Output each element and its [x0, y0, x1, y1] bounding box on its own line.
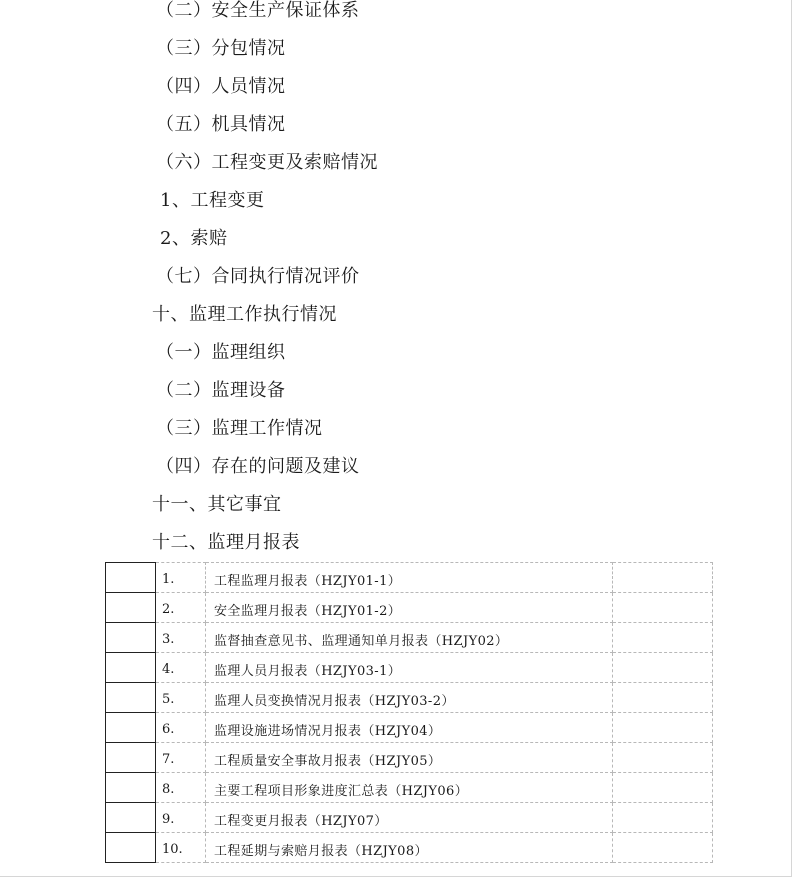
report-name: 安全监理月报表（HZJY01-2）: [206, 593, 613, 623]
outline-item: 2、索赔: [160, 228, 228, 249]
checkbox-cell[interactable]: [106, 833, 156, 863]
report-name: 监理设施进场情况月报表（HZJY04）: [206, 713, 613, 743]
report-table: [105, 562, 713, 863]
report-name: 工程监理月报表（HZJY01-1）: [206, 563, 613, 593]
table-row: [106, 623, 713, 653]
checkbox-cell[interactable]: [106, 743, 156, 773]
checkbox-cell[interactable]: [106, 653, 156, 683]
outline-item: （二）安全生产保证体系: [156, 0, 360, 21]
table-row: [106, 743, 713, 773]
checkbox-cell[interactable]: [106, 623, 156, 653]
outline-item: （六）工程变更及索赔情况: [156, 152, 378, 173]
checkbox-cell[interactable]: [106, 563, 156, 593]
remark-cell: [613, 593, 713, 623]
outline-item: （五）机具情况: [156, 114, 286, 135]
remark-cell: [613, 833, 713, 863]
remark-cell: [613, 683, 713, 713]
table-row: [106, 653, 713, 683]
row-number: 8.: [156, 773, 206, 803]
table-row: [106, 713, 713, 743]
outline-item: 十一、其它事宜: [152, 494, 282, 515]
table-row: [106, 563, 713, 593]
report-name: 监理人员月报表（HZJY03-1）: [206, 653, 613, 683]
row-number: 9.: [156, 803, 206, 833]
outline-item: （二）监理设备: [156, 380, 286, 401]
row-number: 3.: [156, 623, 206, 653]
report-name: 监理人员变换情况月报表（HZJY03-2）: [206, 683, 613, 713]
checkbox-cell[interactable]: [106, 683, 156, 713]
row-number: 2.: [156, 593, 206, 623]
checkbox-cell[interactable]: [106, 803, 156, 833]
row-number: 10.: [156, 833, 206, 863]
report-table-body: [106, 563, 713, 863]
outline-item: （三）监理工作情况: [156, 418, 323, 439]
row-number: 5.: [156, 683, 206, 713]
checkbox-cell[interactable]: [106, 593, 156, 623]
remark-cell: [613, 803, 713, 833]
table-row: [106, 593, 713, 623]
outline-item: （一）监理组织: [156, 342, 286, 363]
checkbox-cell[interactable]: [106, 713, 156, 743]
table-row: [106, 803, 713, 833]
row-number: 4.: [156, 653, 206, 683]
row-number: 1.: [156, 563, 206, 593]
row-number: 7.: [156, 743, 206, 773]
report-name: 监督抽查意见书、监理通知单月报表（HZJY02）: [206, 623, 613, 653]
remark-cell: [613, 713, 713, 743]
outline-item: （三）分包情况: [156, 38, 286, 59]
remark-cell: [613, 653, 713, 683]
checkbox-cell[interactable]: [106, 773, 156, 803]
outline-item: （四）人员情况: [156, 76, 286, 97]
row-number: 6.: [156, 713, 206, 743]
report-name: 工程变更月报表（HZJY07）: [206, 803, 613, 833]
report-name: 工程质量安全事故月报表（HZJY05）: [206, 743, 613, 773]
table-row: [106, 833, 713, 863]
outline-item: （七）合同执行情况评价: [156, 266, 360, 287]
table-row: [106, 773, 713, 803]
outline-item: （四）存在的问题及建议: [156, 456, 360, 477]
remark-cell: [613, 563, 713, 593]
report-name: 主要工程项目形象进度汇总表（HZJY06）: [206, 773, 613, 803]
remark-cell: [613, 743, 713, 773]
report-name: 工程延期与索赔月报表（HZJY08）: [206, 833, 613, 863]
outline-item: 1、工程变更: [160, 190, 265, 211]
remark-cell: [613, 623, 713, 653]
table-row: [106, 683, 713, 713]
remark-cell: [613, 773, 713, 803]
outline-item: 十二、监理月报表: [152, 532, 300, 553]
outline-item: 十、监理工作执行情况: [152, 304, 337, 325]
